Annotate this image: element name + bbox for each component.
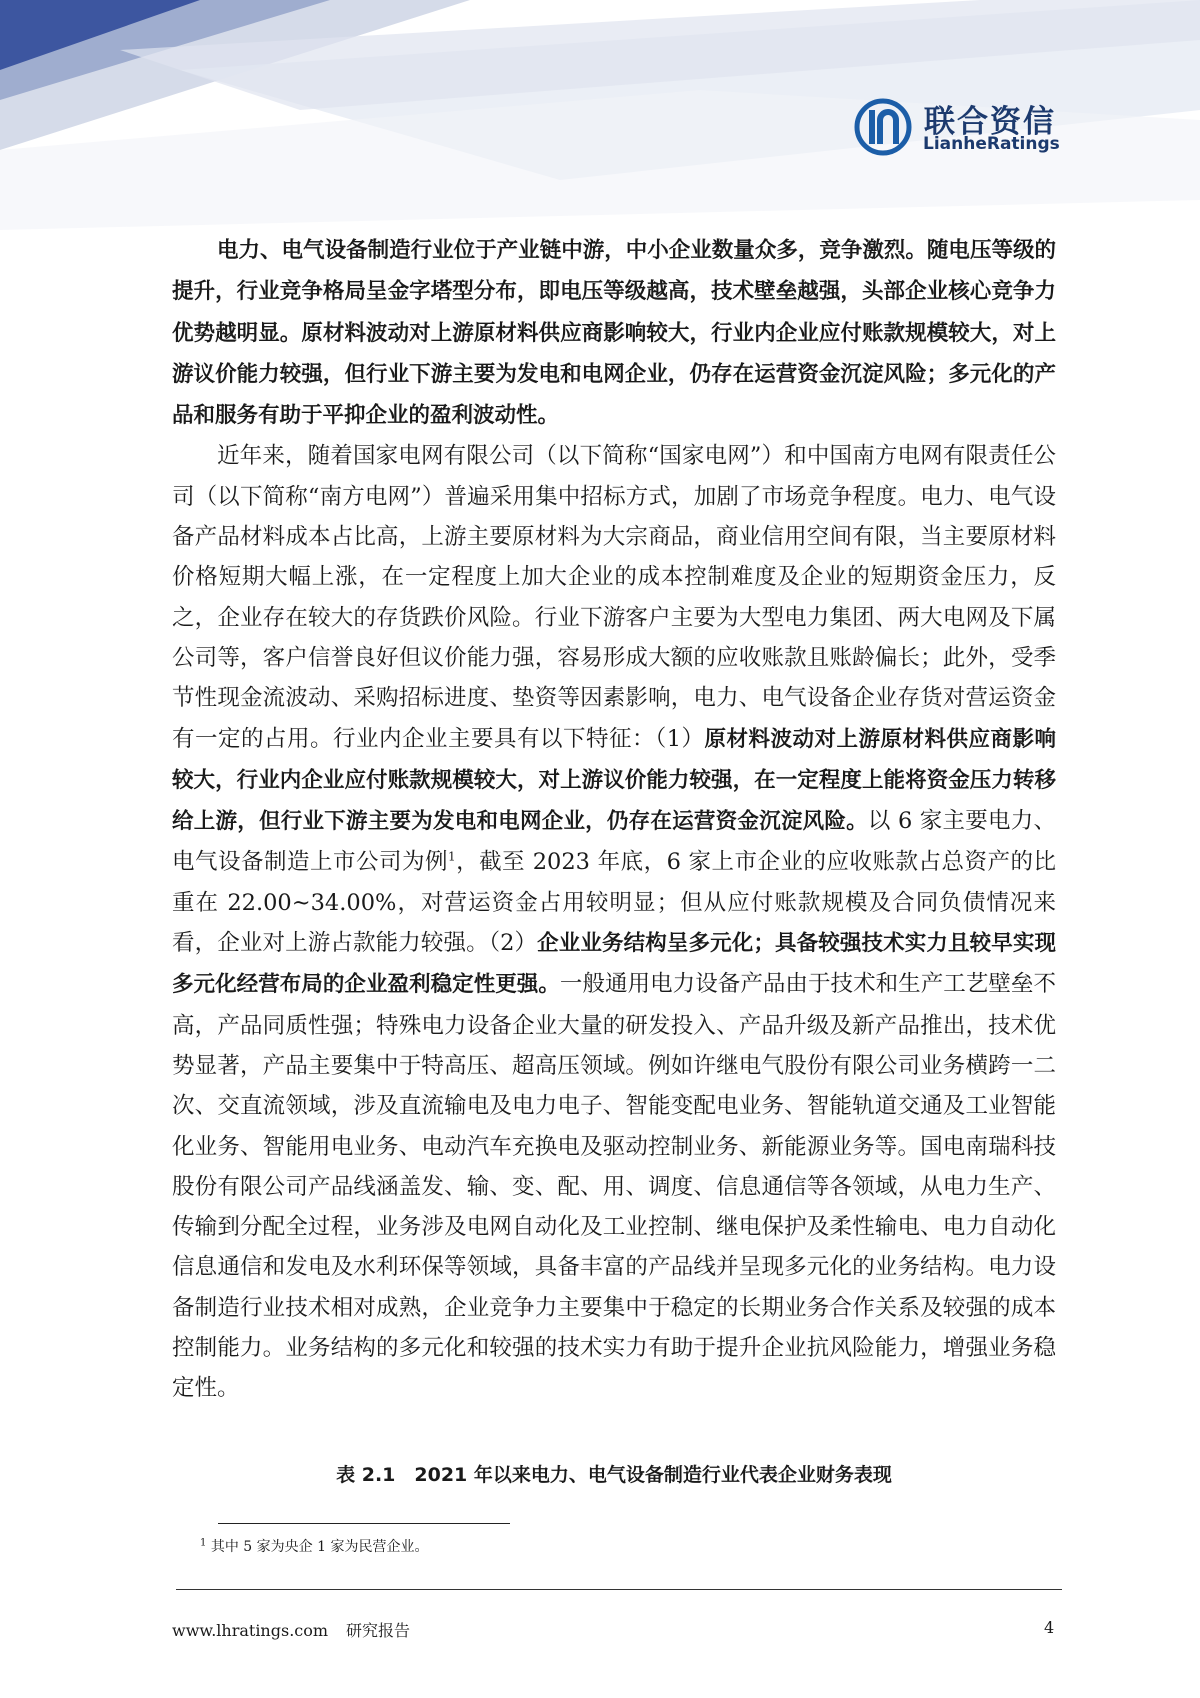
company-logo bbox=[854, 96, 1064, 158]
paragraph-summary bbox=[172, 230, 1056, 436]
footnote-ref[interactable]: 1 bbox=[447, 849, 456, 864]
body-text-1: 近年来，随着国家电网有限公司（以下简称“国家电网”）和中国南方电网有限责任公司（以下简称“南方电网”）普遍采用集中招标方式，加剧了市场竞争程度。电力、电气设备产品材料成本占比高，上游主要原材料为大宗商品，商业信用空间有限，当主要原材料价格短期大幅上涨，在一定程度上加大企业的成本控制难度及企业的短期资金压力，反之，企业存在较大的存货跌价风险。行业下游客户主要为大型电力集团、两大电网及下属公司等，客户信誉良好但议价能力强，容易形成大额的应收账款且账龄偏长；此外，受季节性现金流波动、采购招标进度、垫资等因素影响，电力、电气设备企业存货对营运资金有一定的占用。行业内企业主要具有以下特征：（1） bbox=[172, 443, 1056, 752]
main-content bbox=[172, 230, 1056, 1409]
footer-doc-type: 研究报告 bbox=[346, 1621, 411, 1640]
lianhe-logo-mark-icon bbox=[854, 96, 912, 158]
table-caption: 表 2.1 2021 年以来电力、电气设备制造行业代表企业财务表现 bbox=[336, 1464, 892, 1486]
body-text-4: 一般通用电力设备产品由于技术和生产工艺壁垒不高，产品同质性强；特殊电力设备企业大量的研发投入、产品升级及新产品推出，技术优势显著，产品主要集中于特高压、超高压领域。例如许继电气股份有限公司业务横跨一二次、交直流领域，涉及直流输电及电力电子、智能变配电业务、智能轨道交通及工业智能化业务、智能用电业务、电动汽车充换电及驱动控制业务、新能源业务等。国电南瑞科技股份有限公司产品线涵盖发、输、变、配、用、调度、信息通信等各领域，从电力生产、传输到分配全过程，业务涉及电网自动化及工业控制、继电保护及柔性输电、电力自动化信息通信和发电及水利环保等领域，具备丰富的产品线并呈现多元化的业务结构。电力设备制造行业技术相对成熟，企业竞争力主要集中于稳定的长期业务合作关系及较强的成本控制能力。业务结构的多元化和较强的技术实力有助于提升企业抗风险能力，增强业务稳定性。 bbox=[172, 971, 1056, 1402]
body-text-3: ，截至 2023 年底，6 家上市企业的应收账款占总资产的比重在 22.00~34.00%，对营运资金占用较明显；但从应付账款规模及合同负债情况来看，企业对上游占款能力较强。（2） bbox=[172, 849, 1056, 957]
footnote-divider bbox=[218, 1523, 510, 1524]
paragraph-body bbox=[172, 436, 1056, 1408]
body-bold-2: 企业业务结构呈多元化；具备较强技术实力且较早实现多元化经营布局的企业盈利稳定性更强。 bbox=[172, 931, 1056, 998]
logo-english-name: LianheRatings bbox=[923, 134, 1060, 154]
footer-website-link[interactable]: www.lhratings.com bbox=[172, 1621, 329, 1640]
footnote-marker: 1 bbox=[200, 1537, 207, 1549]
footnote-text: 其中 5 家为央企 1 家为民营企业。 bbox=[210, 1539, 429, 1555]
footer-divider bbox=[176, 1589, 1062, 1590]
footer-left bbox=[172, 1618, 428, 1641]
body-text-2: 以 6 家主要电力、电气设备制造上市公司为例 bbox=[172, 808, 1056, 876]
summary-bold-text: 电力、电气设备制造行业位于产业链中游，中小企业数量众多，竞争激烈。随电压等级的提升，行业竞争格局呈金字塔型分布，即电压等级越高，技术壁垒越强，头部企业核心竞争力优势越明显。原材料波动对上游原材料供应商影响较大，行业内企业应付账款规模较大，对上游议价能力较强，但行业下游主要为发电和电网企业，仍存在运营资金沉淀风险；多元化的产品和服务有助于平抑企业的盈利波动性。 bbox=[172, 238, 1056, 429]
body-bold-1: 原材料波动对上游原材料供应商影响较大，行业内企业应付账款规模较大，对上游议价能力较强，在一定程度上能将资金压力转移给上游，但行业下游主要为发电和电网企业，仍存在运营资金沉淀风险。 bbox=[172, 726, 1056, 835]
page-number: 4 bbox=[1044, 1618, 1055, 1637]
footnote bbox=[200, 1536, 428, 1556]
logo-chinese-name: 联合资信 bbox=[924, 104, 1056, 140]
